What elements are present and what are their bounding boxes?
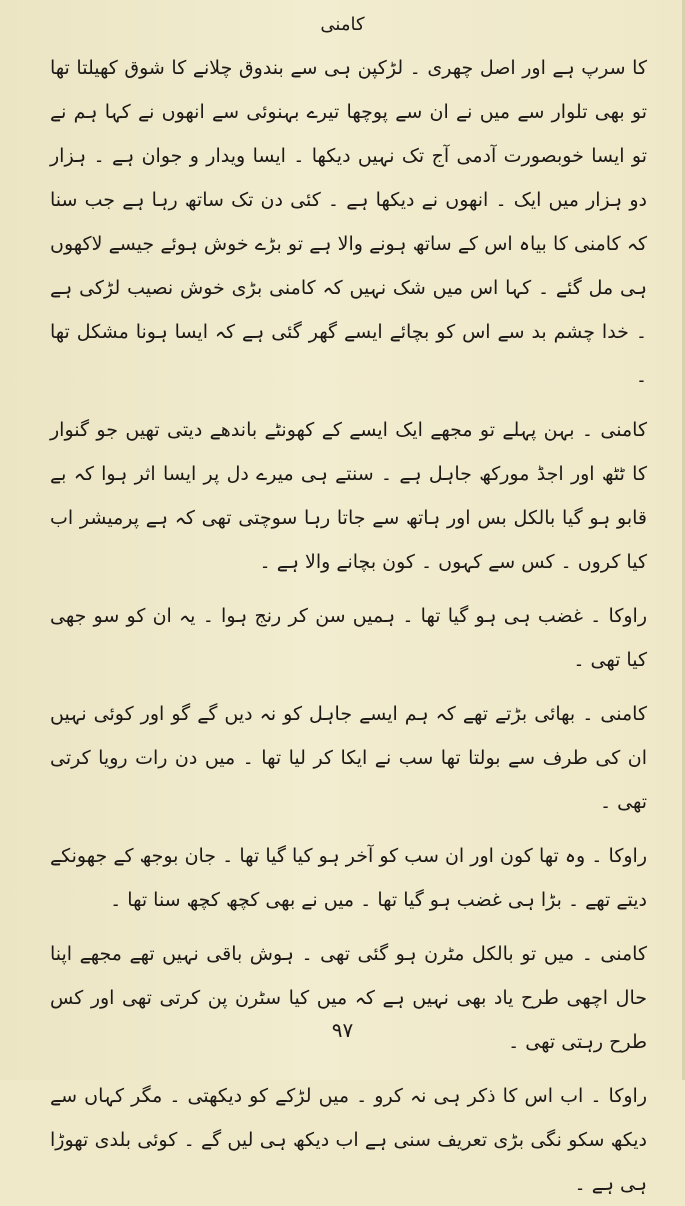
paragraph: راوکا ۔ وہ تھا کون اور ان سب کو آخر ہو کیا گیا تھا ۔ جان بوجھ کے جھونکے دیتے تھے ۔ بڑا ہی غضب ہو گیا تھا ۔ میں نے بھی کچھ کچھ سنا تھا ۔ [50, 845, 647, 911]
paragraph: راوکا ۔ اب اس کا ذکر ہی نہ کرو ۔ میں لڑکے کو دیکھتی ۔ مگر کہاں سے دیکھ سکو نگی بڑی تعریف سنی ہے اب دیکھ ہی لیں گے ۔ کوئی بلدی تھوڑا ہی ہے ۔ [50, 1085, 647, 1195]
paragraph: کامنی ۔ بھائی بڑتے تھے کہ ہم ایسے جاہل کو نہ دیں گے گو اور کوئی نہیں ان کی طرف سے بولتا تھا سب نے ایکا کر لیا تھا ۔ میں دن رات رویا کرتی تھی ۔ [50, 703, 647, 813]
paragraph: راوکا ۔ غضب ہی ہو گیا تھا ۔ ہمیں سن کر رنج ہوا ۔ یہ ان کو سو جھی کیا تھی ۔ [50, 605, 647, 671]
page-number: ۹۷ [331, 1018, 354, 1042]
paragraph: کا سرپ ہے اور اصل چھری ۔ لڑکپن ہی سے بندوق چلانے کا شوق کھیلتا تھا تو بھی تلوار سے میں نے ان سے پوچھا تیرے بہنوئی سے انھوں نے کہا ہم نے تو ایسا خوبصورت آدمی آج تک نہیں دیکھا ۔ ایسا ویدار و جوان ہے ۔ ہزار دو ہزار میں ایک ۔ انھوں نے دیکھا ہے ۔ کئی دن تک ساتھ رہا ہے جب سنا کہ کامنی کا بیاہ اس کے ساتھ ہونے والا ہے تو بڑے خوش ہوئے جیسے لاکھوں ہی مل گئے ۔ کہا اس میں شک نہیں کہ کامنی بڑی خوش نصیب لڑکی ہے ۔ خدا چشم بد سے اس کو بچائے ایسے گھر گئی ہے کہ ایسا ہونا مشکل تھا ۔ [50, 57, 647, 387]
running-head: کامنی [320, 14, 365, 35]
paragraph: کامنی ۔ میں تو بالکل مٹرن ہو گئی تھی ۔ ہوش باقی نہیں تھے مجھے اپنا حال اچھی طرح یاد بھی نہیں ہے کہ میں کیا سٹرن پن کرتی تھی اور کس طرح رہتی تھی ۔ [50, 943, 647, 1053]
paragraph: کامنی ۔ بہن پہلے تو مجھے ایک ایسے کے کھونٹے باندھے دیتی تھیں جو گنوار کا ٹٹھ اور اجڈ مورکھ جاہل ہے ۔ سنتے ہی میرے دل پر ایسا اثر ہوا کہ بے قابو ہو گیا بالکل بس اور ہاتھ سے جاتا رہا سوچتی تھی کہ ہے پرمیشر اب کیا کروں ۔ کس سے کہوں ۔ کون بچانے والا ہے ۔ [50, 419, 647, 573]
